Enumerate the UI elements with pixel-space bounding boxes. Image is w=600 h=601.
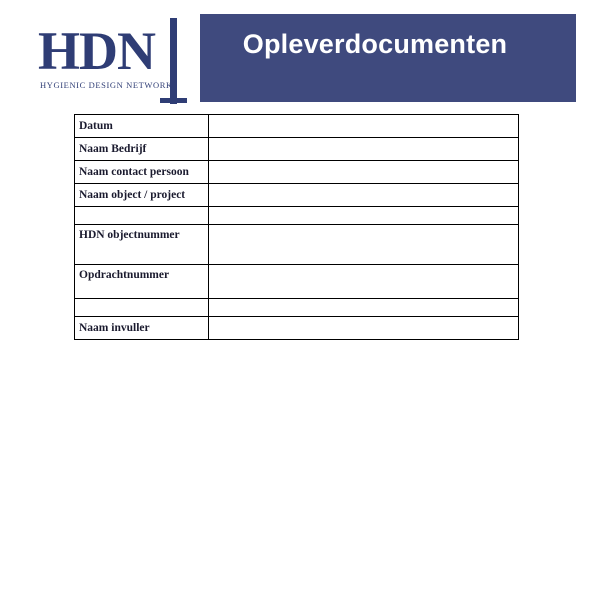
table-row bbox=[75, 161, 519, 184]
row-label-naam-invuller: Naam invuller bbox=[75, 317, 209, 340]
logo-tagline: HYGIENIC DESIGN NETWORK bbox=[40, 80, 173, 90]
row-label-datum: Datum bbox=[75, 115, 209, 138]
row-value-opdrachtnummer[interactable] bbox=[209, 265, 519, 299]
row-label-blank-2 bbox=[75, 299, 209, 317]
hdn-logo bbox=[24, 14, 200, 102]
table-row bbox=[75, 115, 519, 138]
row-value-hdn-objectnummer[interactable] bbox=[209, 225, 519, 265]
row-label-naam-bedrijf: Naam Bedrijf bbox=[75, 138, 209, 161]
logo-panel bbox=[24, 14, 200, 102]
row-value-datum[interactable] bbox=[209, 115, 519, 138]
row-value-blank-2[interactable] bbox=[209, 299, 519, 317]
table-row bbox=[75, 225, 519, 265]
logo-wordmark: HDN bbox=[38, 21, 155, 81]
page-title: Opleverdocumenten bbox=[242, 28, 508, 59]
logo-vertical-stroke-icon bbox=[170, 18, 177, 104]
opleverdocumenten-form-table bbox=[74, 114, 519, 340]
row-label-opdrachtnummer: Opdrachtnummer bbox=[75, 265, 209, 299]
row-value-blank-1[interactable] bbox=[209, 207, 519, 225]
table-row bbox=[75, 265, 519, 299]
row-label-naam-object-project: Naam object / project bbox=[75, 184, 209, 207]
row-label-naam-contact-persoon: Naam contact persoon bbox=[75, 161, 209, 184]
table-row bbox=[75, 317, 519, 340]
row-value-naam-contact-persoon[interactable] bbox=[209, 161, 519, 184]
table-row bbox=[75, 184, 519, 207]
table-row bbox=[75, 299, 519, 317]
row-label-hdn-objectnummer: HDN objectnummer bbox=[75, 225, 209, 265]
logo-stroke-foot-icon bbox=[160, 98, 187, 103]
row-label-blank-1 bbox=[75, 207, 209, 225]
row-value-naam-invuller[interactable] bbox=[209, 317, 519, 340]
row-value-naam-bedrijf[interactable] bbox=[209, 138, 519, 161]
table-row bbox=[75, 138, 519, 161]
row-value-naam-object-project[interactable] bbox=[209, 184, 519, 207]
table-row bbox=[75, 207, 519, 225]
